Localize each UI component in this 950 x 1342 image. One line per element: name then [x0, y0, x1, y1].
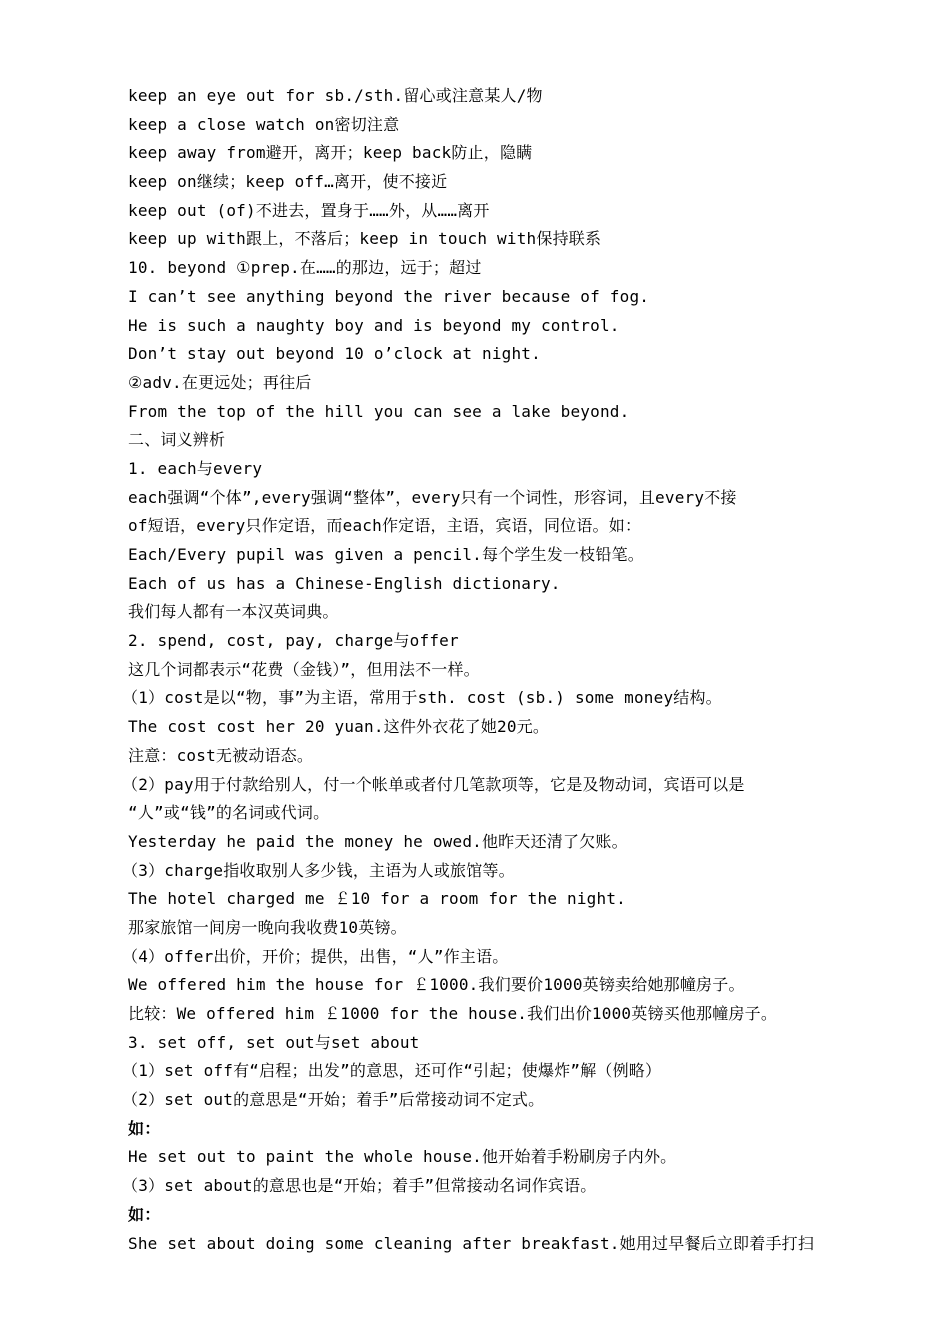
text-line: each强调“个体”,every强调“整体”，every只有一个词性，形容词，且every不接 [128, 487, 737, 507]
text-line: （2）set out的意思是“开始；着手”后常接动词不定式。 [122, 1090, 545, 1110]
document-body [122, 82, 868, 1258]
text-line: keep out (of)不进去，置身于……外，从……离开 [128, 200, 490, 220]
text-line: I can’t see anything beyond the river because of fog. [128, 286, 650, 306]
text-line: keep a close watch on密切注意 [128, 114, 400, 134]
text-line: From the top of the hill you can see a lake beyond. [128, 401, 630, 421]
text-line: 10. beyond ①prep.在……的那边，远于；超过 [128, 258, 482, 278]
text-line: He is such a naughty boy and is beyond my control. [128, 315, 620, 335]
text-line: 那家旅馆一间房一晚向我收费10英镑。 [128, 917, 407, 937]
text-line: keep away from避开，离开；keep back防止，隐瞒 [128, 143, 533, 163]
text-line: （4）offer出价，开价；提供，出售，“人”作主语。 [122, 946, 509, 966]
text-line: 如： [128, 1204, 161, 1224]
text-line: （3）charge指收取别人多少钱，主语为人或旅馆等。 [122, 860, 515, 880]
text-line: Each/Every pupil was given a pencil.每个学生发一枝铅笔。 [128, 545, 644, 564]
text-line: Each of us has a Chinese-English dictionary. [128, 573, 561, 593]
text-line: 1. each与every [128, 458, 263, 478]
text-line: We offered him the house for ￡1000.我们要价1000英镑卖给她那幢房子。 [128, 975, 745, 995]
text-line: （1）cost是以“物，事”为主语，常用于sth. cost (sb.) some money结构。 [122, 688, 722, 708]
text-line: The hotel charged me ￡10 for a room for the night. [128, 889, 627, 909]
text-line: Yesterday he paid the money he owed.他昨天还清了欠账。 [128, 831, 628, 851]
text-line: （3）set about的意思也是“开始；着手”但常接动名词作宾语。 [122, 1176, 597, 1196]
text-line: of短语，every只作定语，而each作定语，主语，宾语，同位语。如： [128, 516, 642, 536]
text-line: “人”或“钱”的名词或代词。 [128, 803, 330, 823]
text-line: She set about doing some cleaning after breakfast.她用过早餐后立即着手打扫 [128, 1233, 815, 1253]
text-line: 如： [128, 1118, 161, 1138]
text-line: Don’t stay out beyond 10 o’clock at night. [128, 344, 541, 364]
text-line: ②adv.在更远处；再往后 [128, 372, 312, 392]
text-line: 这几个词都表示“花费（金钱）”，但用法不一样。 [128, 659, 480, 679]
text-line: keep an eye out for sb./sth.留心或注意某人/物 [128, 86, 543, 105]
text-line: （1）set off有“启程；出发”的意思，还可作“引起；使爆炸”解（例略） [122, 1061, 662, 1081]
text-line: 我们每人都有一本汉英词典。 [128, 602, 339, 622]
text-line: keep up with跟上，不落后；keep in touch with保持联系 [128, 229, 602, 249]
text-line: keep on继续；keep off…离开，使不接近 [128, 172, 448, 192]
text-line: 3. set off, set out与set about [128, 1032, 420, 1052]
text-line: 比较：We offered him ￡1000 for the house.我们出价1000英镑买他那幢房子。 [128, 1004, 778, 1023]
text-line: 注意：cost无被动语态。 [128, 745, 314, 765]
text-line: 二、词义辨析 [128, 430, 226, 450]
text-line: He set out to paint the whole house.他开始着手粉刷房子内外。 [128, 1147, 677, 1167]
text-line: 2. spend, cost, pay, charge与offer [128, 631, 459, 651]
text-line: The cost cost her 20 yuan.这件外衣花了她20元。 [128, 717, 550, 737]
text-line: （2）pay用于付款给别人，付一个帐单或者付几笔款项等，它是及物动词，宾语可以是 [122, 774, 745, 794]
